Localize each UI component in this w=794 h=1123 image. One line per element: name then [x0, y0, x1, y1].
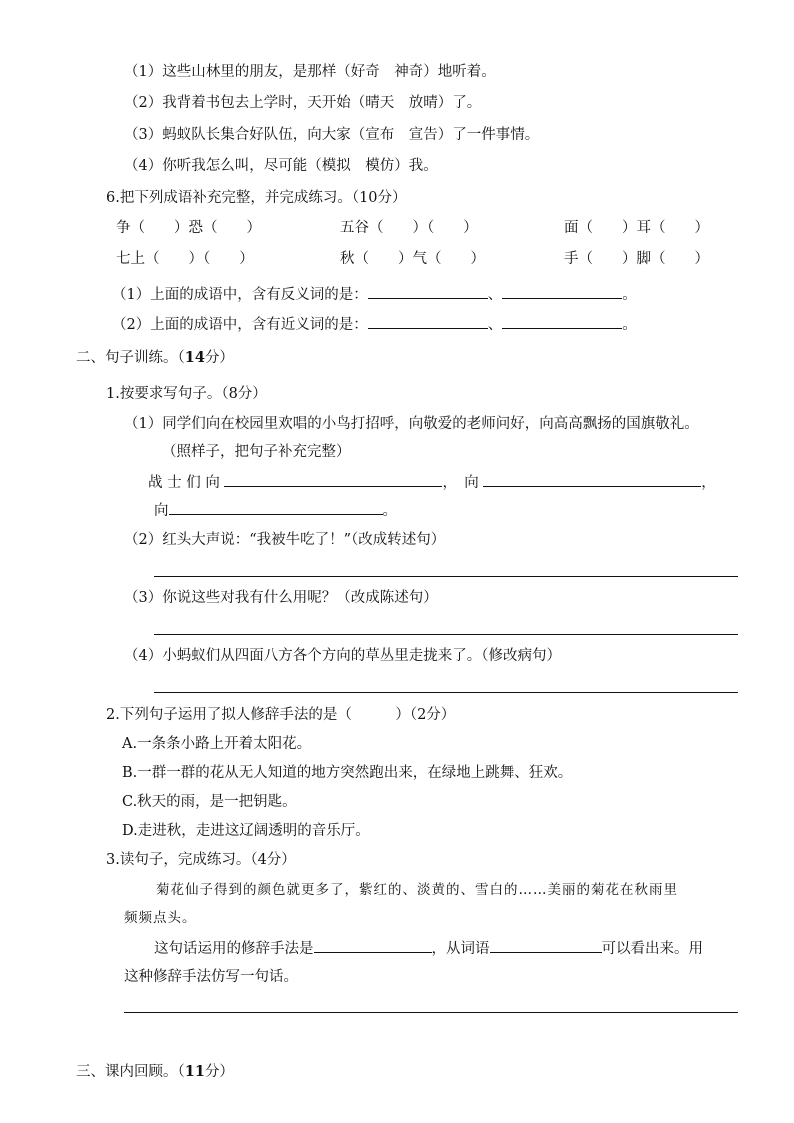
- ask-text: ，从词语: [431, 941, 490, 957]
- q6-sub1: [112, 284, 637, 305]
- answer-line[interactable]: [124, 1012, 738, 1013]
- q2-1-s2: （2）红头大声说：“我被牛吃了！”（改成转述句）: [124, 532, 446, 548]
- ask-text: 这句话运用的修辞手法是: [154, 941, 314, 957]
- q6-title: 6.把下列成语补充完整，并完成练习。（10分）: [106, 190, 407, 206]
- q2-3-ask: [154, 938, 703, 959]
- option-b: B.一群一群的花从无人知道的地方突然跑出来，在绿地上跳舞、狂欢。: [122, 765, 573, 781]
- q5-item-1: （1）这些山林里的朋友，是那样（好奇 神奇）地听着。: [124, 64, 496, 80]
- idiom-5: 秋（ ）气（ ）: [340, 251, 485, 267]
- passage-line-2: 频频点头。: [124, 910, 197, 926]
- section2-title-text: 二、句子训练。（: [76, 350, 185, 366]
- answer-blank[interactable]: [368, 284, 488, 299]
- separator: 、: [487, 317, 503, 333]
- section3-title-end: 分）: [204, 1064, 234, 1080]
- answer-blank[interactable]: [483, 472, 701, 487]
- period: 。: [622, 317, 637, 333]
- answer-blank[interactable]: [502, 284, 622, 299]
- q5-item-4: （4）你听我怎么叫，尽可能（模拟 模仿）我。: [124, 158, 438, 174]
- q5-item-3: （3）蚂蚁队长集合好队伍，向大家（宣布 宣告）了一件事情。: [124, 127, 540, 143]
- q2-1-title: 1.按要求写句子。（8分）: [106, 386, 267, 402]
- comma: ，: [442, 475, 450, 491]
- q2-1-s3: （3）你说这些对我有什么用呢？（改成陈述句）: [124, 590, 438, 606]
- section2-title-end: 分）: [204, 350, 234, 366]
- option-d: D.走进秋，走进这辽阔透明的音乐厅。: [122, 823, 370, 839]
- fill-lead: 战 士 们 向: [148, 475, 220, 491]
- q2-1-s1: （1）同学们向在校园里欢唱的小鸟打招呼，向敬爱的老师问好，向高高飘扬的国旗敬礼。: [124, 416, 699, 432]
- section2-score: 14: [184, 349, 205, 366]
- q2-3-title: 3.读句子，完成练习。（4分）: [106, 852, 296, 868]
- answer-blank[interactable]: [490, 938, 602, 953]
- idiom-3: 面（ ）耳（ ）: [564, 220, 709, 236]
- period: 。: [622, 287, 637, 303]
- q2-3-ask-line2: 这种修辞手法仿写一句话。: [124, 969, 298, 985]
- section3-score: 11: [184, 1063, 205, 1080]
- answer-line[interactable]: [154, 634, 738, 635]
- idiom-2: 五谷（ ）（ ）: [340, 220, 478, 236]
- q6-sub1-prefix: （1）上面的成语中，含有反义词的是：: [112, 287, 368, 303]
- option-c: C.秋天的雨，是一把钥匙。: [122, 794, 297, 810]
- q6-sub2: [112, 314, 637, 335]
- passage-line-1: 菊花仙子得到的颜色就更多了，紫红的、淡黄的、雪白的……美丽的菊花在秋雨里: [156, 882, 678, 898]
- section2-title: [76, 348, 234, 368]
- answer-blank[interactable]: [224, 472, 442, 487]
- fill-lead: 向: [154, 503, 169, 519]
- separator: 、: [487, 287, 503, 303]
- comma: ，: [701, 475, 716, 491]
- answer-blank[interactable]: [314, 938, 432, 953]
- idiom-4: 七上（ ）（ ）: [116, 251, 254, 267]
- section3-title: [76, 1062, 234, 1082]
- answer-blank[interactable]: [368, 314, 488, 329]
- q2-1-s1-fill-row1: [148, 472, 716, 493]
- q2-2-title: 2.下列句子运用了拟人修辞手法的是（ ）（2分）: [106, 707, 456, 723]
- answer-line[interactable]: [154, 576, 738, 577]
- period: 。: [382, 503, 397, 519]
- q2-1-s1-note: （照样子，把句子补充完整）: [162, 444, 351, 460]
- q6-sub2-prefix: （2）上面的成语中，含有近义词的是：: [112, 317, 368, 333]
- ask-text: 可以看出来。用: [601, 941, 703, 957]
- q5-item-2: （2）我背着书包去上学时，天开始（晴天 放晴）了。: [124, 95, 482, 111]
- answer-blank[interactable]: [502, 314, 622, 329]
- q2-1-s4: （4）小蚂蚁们从四面八方各个方向的草丛里走拢来了。（修改病句）: [124, 648, 561, 664]
- idiom-1: 争（ ）恐（ ）: [116, 220, 261, 236]
- option-a: A.一条条小路上开着太阳花。: [122, 736, 312, 752]
- answer-blank[interactable]: [169, 500, 383, 515]
- answer-line[interactable]: [154, 692, 738, 693]
- section3-title-text: 三、课内回顾。（: [76, 1064, 185, 1080]
- idiom-6: 手（ ）脚（ ）: [564, 251, 709, 267]
- q2-1-s1-fill-row2: [154, 500, 397, 521]
- fill-lead: 向: [464, 475, 479, 491]
